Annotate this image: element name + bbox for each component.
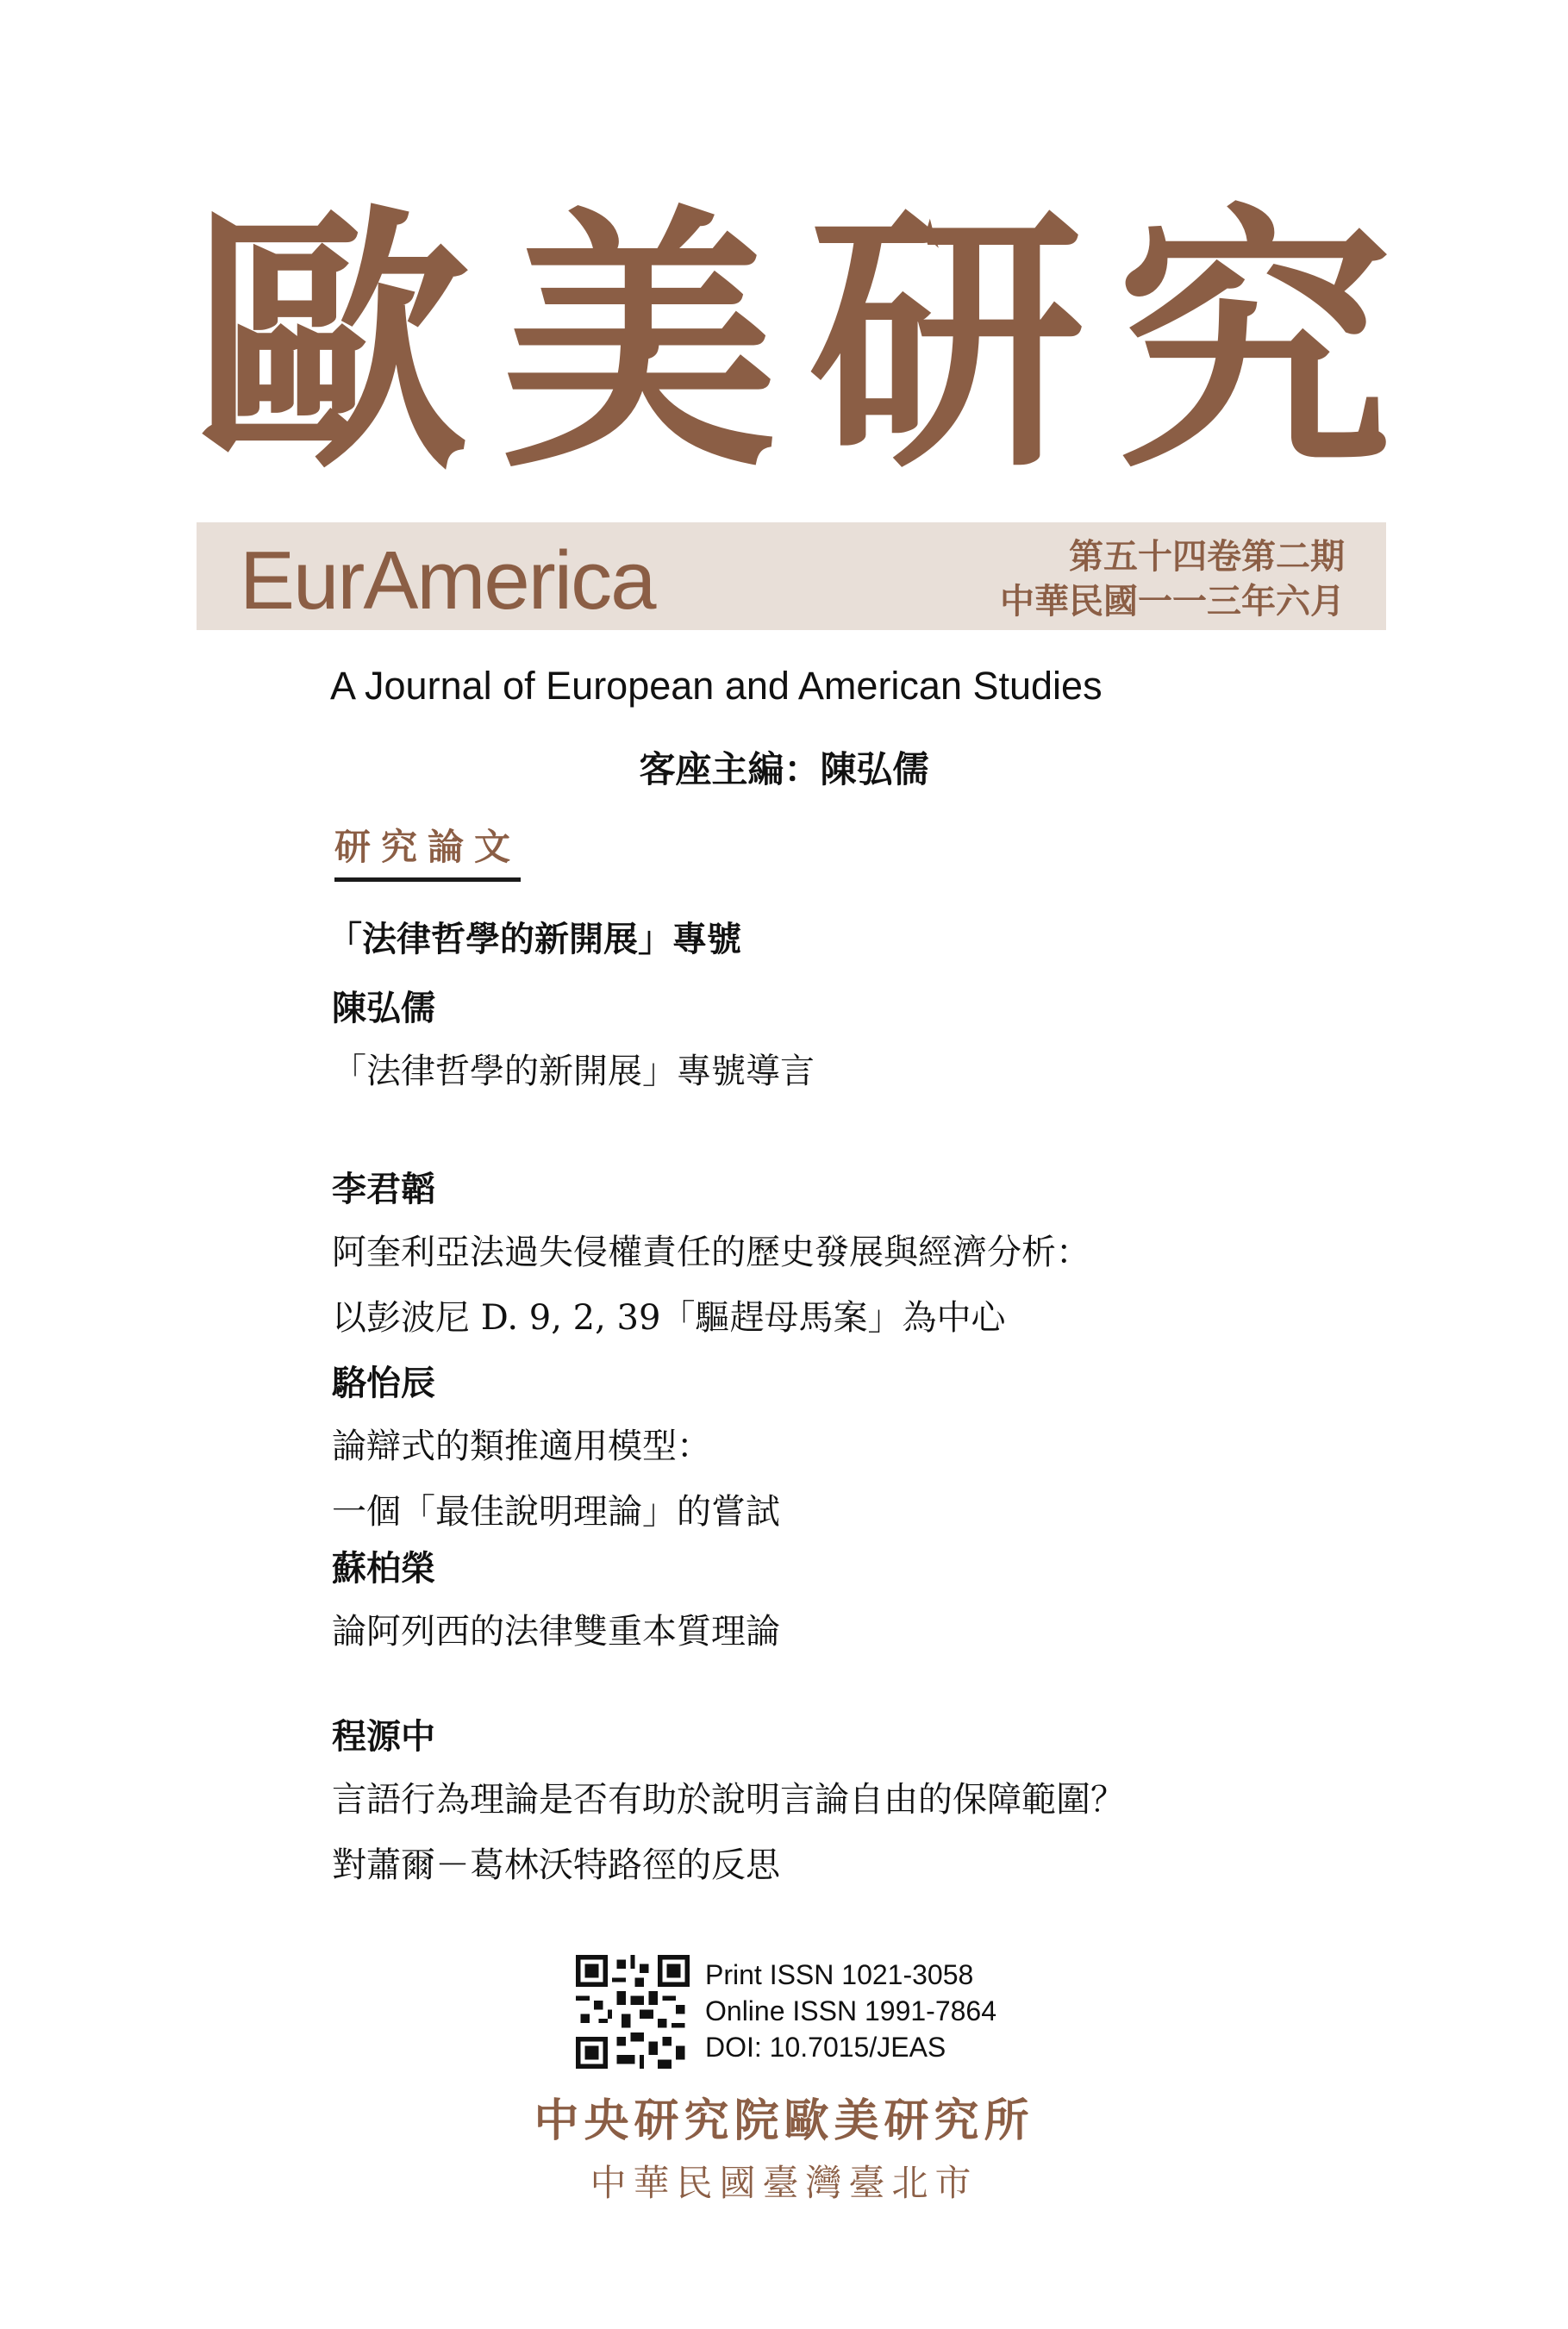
article-title-line: 論阿列西的法律雙重本質理論 xyxy=(332,1612,780,1652)
title-band xyxy=(197,522,1386,630)
publisher-place: 中華民國臺灣臺北市 xyxy=(590,2162,978,2204)
article-4 xyxy=(332,1543,1366,1669)
article-2 xyxy=(332,1164,1366,1346)
article-title-line: 言語行為理論是否有助於說明言論自由的保障範圍？ xyxy=(332,1780,1125,1820)
journal-title-chinese xyxy=(194,172,1392,517)
publisher-name: 中央研究院歐美研究所 xyxy=(534,2095,1034,2147)
print-issn: Print ISSN 1021-3058 xyxy=(705,1959,974,1990)
article-title-line: 論辯式的類推適用模型： xyxy=(332,1427,711,1466)
identifiers xyxy=(705,1957,996,2065)
article-title-line: 「法律哲學的新開展」專號導言 xyxy=(332,1052,815,1091)
section-label: 研究論文 xyxy=(334,819,521,882)
volume-issue: 第五十四卷第二期 xyxy=(1069,537,1345,577)
qr-code-icon xyxy=(576,1955,690,2069)
doi: DOI: 10.7015/JEAS xyxy=(705,2032,946,2063)
issue-date: 中華民國一一三年六月 xyxy=(1000,582,1345,621)
article-title-line: 對蕭爾－葛林沃特路徑的反思 xyxy=(332,1845,780,1885)
article-3 xyxy=(332,1358,1366,1540)
title-char-1: 歐 xyxy=(194,184,470,505)
title-char-3: 研 xyxy=(809,184,1085,505)
article-title-line: 以彭波尼 D. 9, 2, 39「驅趕母馬案」為中心 xyxy=(332,1298,1006,1338)
article-5 xyxy=(332,1711,1366,1894)
article-author: 駱怡辰 xyxy=(332,1364,435,1403)
article-title-line: 阿奎利亞法過失侵權責任的歷史發展與經濟分析： xyxy=(332,1233,1090,1272)
guest-editor: 客座主編：陳弘儒 xyxy=(639,748,929,790)
journal-title-english: EurAmerica xyxy=(240,534,655,627)
title-char-4: 究 xyxy=(1115,184,1392,505)
title-char-2: 美 xyxy=(501,184,778,505)
online-issn: Online ISSN 1991-7864 xyxy=(705,1995,996,2026)
journal-subtitle: A Journal of European and American Studies xyxy=(330,664,1103,708)
article-author: 李君韜 xyxy=(332,1170,435,1209)
special-issue-title: 「法律哲學的新開展」專號 xyxy=(328,920,741,959)
article-author: 程源中 xyxy=(332,1717,435,1757)
article-author: 陳弘儒 xyxy=(332,989,435,1028)
article-title-line: 一個「最佳說明理論」的嘗試 xyxy=(332,1492,780,1532)
issue-info xyxy=(1000,534,1345,624)
article-author: 蘇柏榮 xyxy=(332,1549,435,1589)
article-1 xyxy=(332,983,1366,1108)
